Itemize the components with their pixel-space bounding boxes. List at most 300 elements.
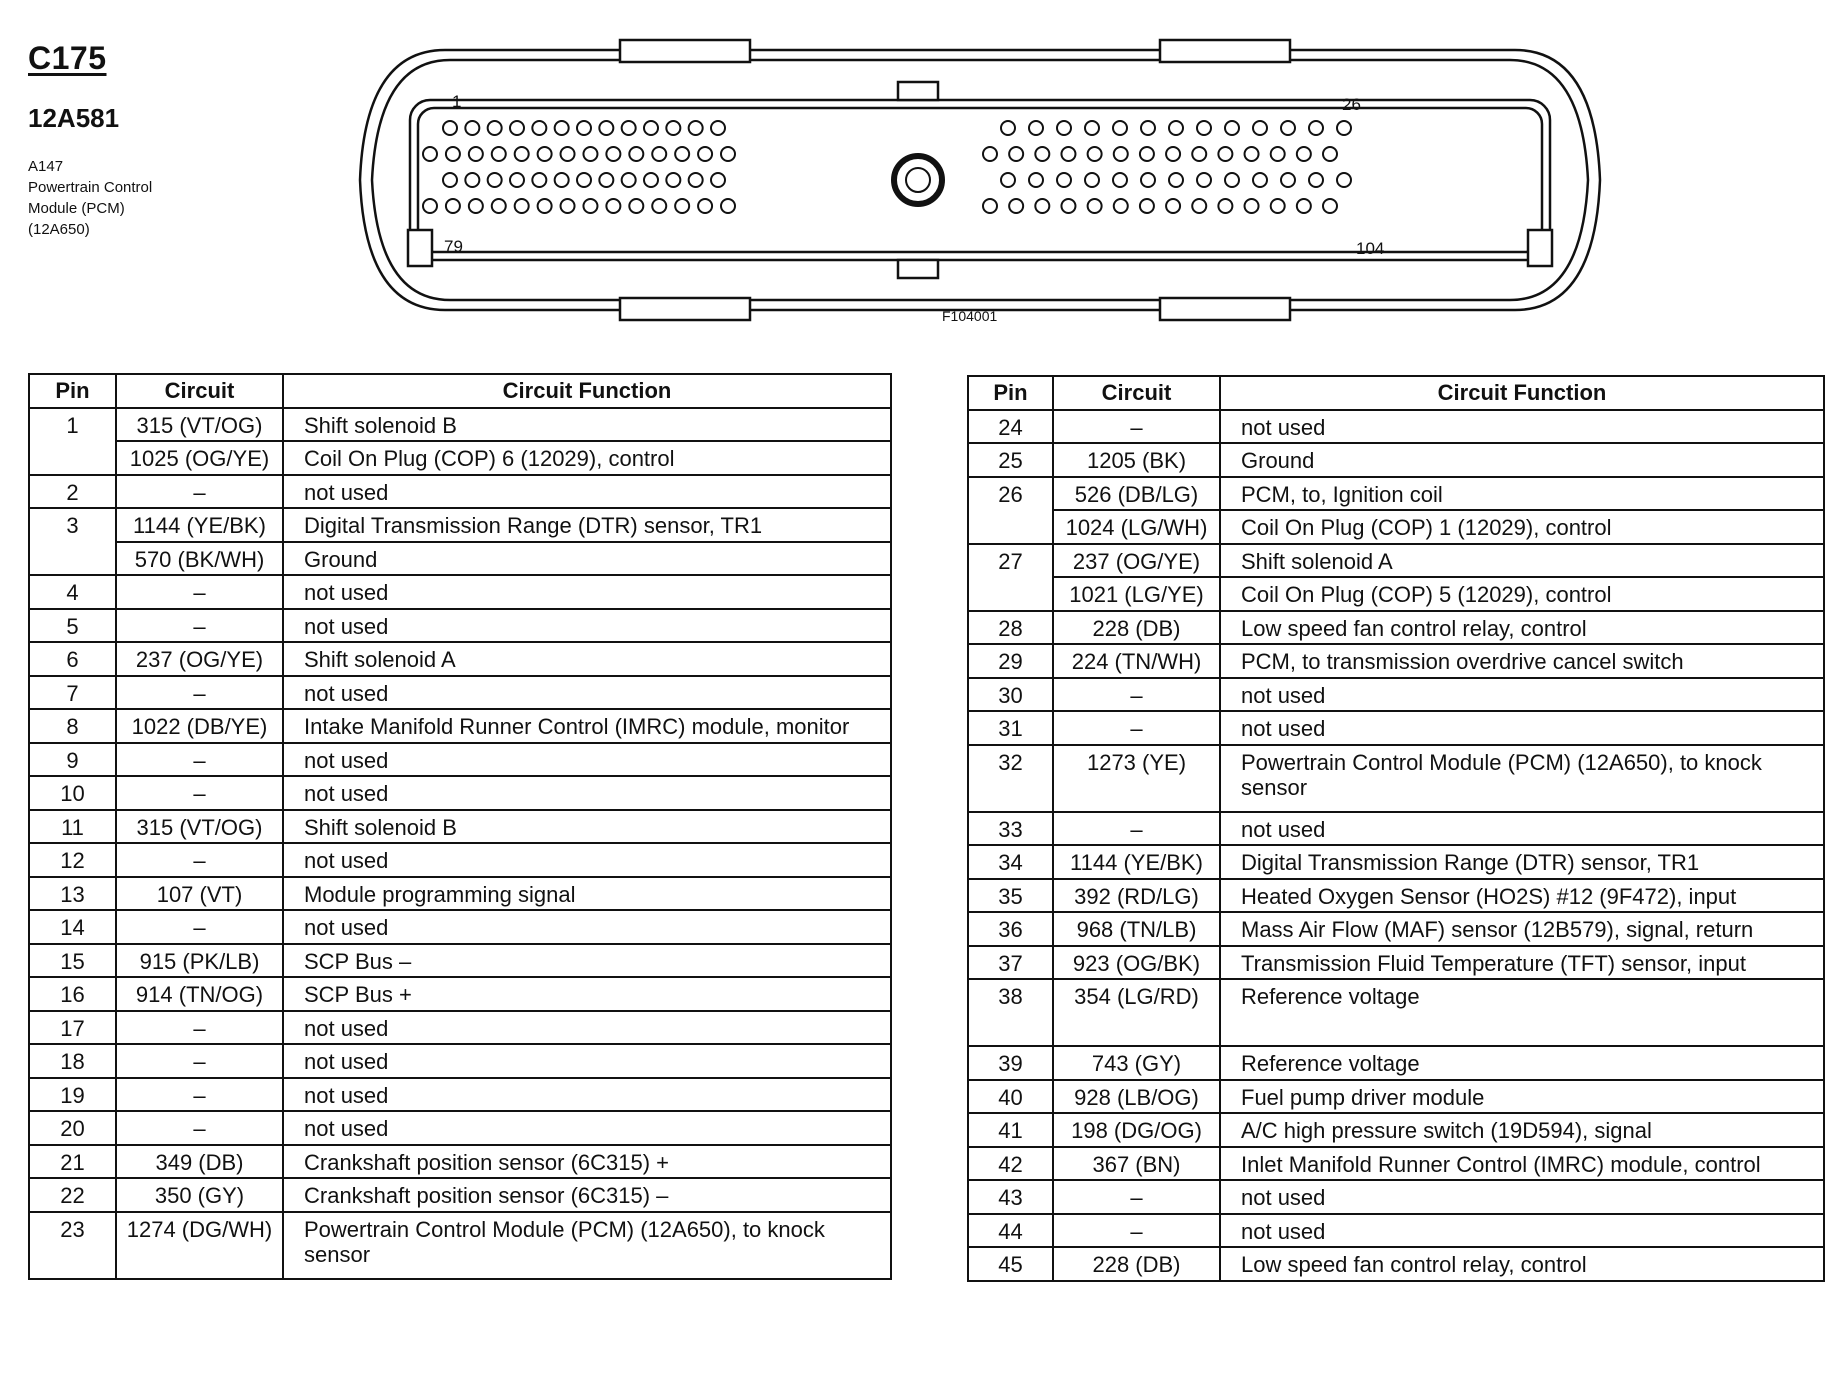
- table-row: [29, 810, 891, 844]
- pin-hole: [515, 147, 529, 161]
- pin-hole: [515, 199, 529, 213]
- table-row: [29, 1078, 891, 1112]
- circuit-cell: 1021 (LG/YE): [1053, 577, 1220, 611]
- component-line: Powertrain Control: [28, 179, 153, 196]
- function-cell: not used: [283, 1011, 891, 1045]
- function-cell: Fuel pump driver module: [1220, 1080, 1824, 1114]
- function-cell: not used: [283, 743, 891, 777]
- pin-hole: [555, 121, 569, 135]
- pin-hole: [652, 147, 666, 161]
- pin-hole: [443, 121, 457, 135]
- function-cell: Powertrain Control Module (PCM) (12A650), to knock sensor: [283, 1212, 891, 1279]
- pin-hole: [1271, 199, 1285, 213]
- pin-hole: [1225, 173, 1239, 187]
- pin-hole: [1088, 147, 1102, 161]
- table-row: [968, 443, 1824, 477]
- pin-cell: 42: [968, 1147, 1053, 1181]
- function-cell: Module programming signal: [283, 877, 891, 911]
- function-cell: not used: [283, 609, 891, 643]
- circuit-cell: –: [116, 475, 283, 509]
- pin-hole: [1009, 199, 1023, 213]
- table-row: [29, 676, 891, 710]
- pin-hole: [1035, 199, 1049, 213]
- table-row: [29, 1111, 891, 1145]
- function-cell: Coil On Plug (COP) 5 (12029), control: [1220, 577, 1824, 611]
- circuit-cell: –: [1053, 812, 1220, 846]
- function-cell: not used: [283, 575, 891, 609]
- circuit-cell: 224 (TN/WH): [1053, 644, 1220, 678]
- pin-hole: [1140, 199, 1154, 213]
- pin-hole: [465, 173, 479, 187]
- function-cell: Ground: [283, 542, 891, 576]
- pin-hole: [1001, 173, 1015, 187]
- function-cell: not used: [1220, 812, 1824, 846]
- table-row: [29, 542, 891, 576]
- pin-hole: [1141, 121, 1155, 135]
- circuit-cell: 350 (GY): [116, 1178, 283, 1212]
- table-row: [29, 1145, 891, 1179]
- circuit-cell: –: [1053, 1214, 1220, 1248]
- table-row: [29, 910, 891, 944]
- component-line: Module (PCM): [28, 200, 125, 217]
- connector-id: C175: [28, 40, 107, 76]
- pin-cell: 17: [29, 1011, 116, 1045]
- function-cell: not used: [283, 843, 891, 877]
- pin-hole: [599, 173, 613, 187]
- table-row: [968, 845, 1824, 879]
- circuit-cell: –: [116, 1111, 283, 1145]
- function-cell: not used: [1220, 1214, 1824, 1248]
- pin-hole: [1337, 121, 1351, 135]
- pin-hole: [1192, 147, 1206, 161]
- function-cell: Inlet Manifold Runner Control (IMRC) module, control: [1220, 1147, 1824, 1181]
- pin-hole: [1253, 121, 1267, 135]
- pin-hole: [652, 199, 666, 213]
- pin-hole: [561, 199, 575, 213]
- center-boss: [894, 156, 942, 204]
- pin-hole: [983, 199, 997, 213]
- pin-hole: [629, 147, 643, 161]
- function-cell: Shift solenoid A: [283, 642, 891, 676]
- circuit-cell: 1024 (LG/WH): [1053, 510, 1220, 544]
- pin-hole: [1113, 121, 1127, 135]
- circuit-cell: –: [116, 776, 283, 810]
- function-cell: not used: [1220, 410, 1824, 444]
- circuit-cell: 349 (DB): [116, 1145, 283, 1179]
- circuit-cell: 198 (DG/OG): [1053, 1113, 1220, 1147]
- pin-hole: [1113, 173, 1127, 187]
- table-row: [29, 642, 891, 676]
- table-row: [968, 879, 1824, 913]
- table-row: [29, 944, 891, 978]
- pin-hole: [538, 147, 552, 161]
- pin-hole: [1192, 199, 1206, 213]
- pin-label-bottom-left: 79: [444, 237, 463, 256]
- circuit-cell: –: [1053, 1180, 1220, 1214]
- circuit-cell: –: [116, 743, 283, 777]
- pin-hole: [555, 173, 569, 187]
- table-row: [29, 441, 891, 475]
- pin-hole: [1271, 147, 1285, 161]
- pin-hole: [1061, 147, 1075, 161]
- pin-cell: 2: [29, 475, 116, 509]
- pin-hole: [644, 173, 658, 187]
- pin-hole: [1281, 121, 1295, 135]
- pin-cell: 43: [968, 1180, 1053, 1214]
- circuit-cell: 968 (TN/LB): [1053, 912, 1220, 946]
- pin-cell: 6: [29, 642, 116, 676]
- pin-hole: [469, 199, 483, 213]
- function-cell: Crankshaft position sensor (6C315) +: [283, 1145, 891, 1179]
- pin-hole: [532, 121, 546, 135]
- pin-column-header: Pin: [29, 374, 116, 408]
- pin-cell: 39: [968, 1046, 1053, 1080]
- component-line: A147: [28, 158, 64, 175]
- circuit-cell: –: [116, 843, 283, 877]
- table-row: [968, 1113, 1824, 1147]
- pin-hole: [1197, 173, 1211, 187]
- pin-hole: [1309, 121, 1323, 135]
- circuit-cell: 315 (VT/OG): [116, 810, 283, 844]
- pin-hole: [689, 121, 703, 135]
- pin-table-left: [28, 373, 892, 1280]
- pin-cell: 20: [29, 1111, 116, 1145]
- function-cell: not used: [283, 676, 891, 710]
- pin-hole: [443, 173, 457, 187]
- pin-hole: [1281, 173, 1295, 187]
- table-row: [968, 1247, 1824, 1281]
- table-row: [29, 609, 891, 643]
- pin-cell: 12: [29, 843, 116, 877]
- pin-cell: 37: [968, 946, 1053, 980]
- pin-cell: 10: [29, 776, 116, 810]
- pin-hole: [1225, 121, 1239, 135]
- pin-hole: [1035, 147, 1049, 161]
- table-row: [968, 577, 1824, 611]
- pin-cell: 7: [29, 676, 116, 710]
- pin-hole: [1253, 173, 1267, 187]
- function-cell: not used: [283, 1078, 891, 1112]
- pin-label-bottom-right: 104: [1356, 239, 1385, 258]
- pin-hole: [675, 199, 689, 213]
- pin-hole: [1309, 173, 1323, 187]
- table-row: [968, 410, 1824, 444]
- table-row: [29, 1011, 891, 1045]
- pin-cell: 32: [968, 745, 1053, 812]
- circuit-cell: –: [116, 609, 283, 643]
- pin-hole: [644, 121, 658, 135]
- circuit-cell: 1144 (YE/BK): [1053, 845, 1220, 879]
- pin-hole: [1169, 173, 1183, 187]
- pin-hole: [622, 121, 636, 135]
- pin-hole: [446, 199, 460, 213]
- table-row: [968, 745, 1824, 812]
- function-cell: PCM, to, Ignition coil: [1220, 477, 1824, 511]
- function-cell: Ground: [1220, 443, 1824, 477]
- pin-cell: 5: [29, 609, 116, 643]
- function-cell: Transmission Fluid Temperature (TFT) sensor, input: [1220, 946, 1824, 980]
- table-row: [968, 1080, 1824, 1114]
- pin-hole: [1114, 199, 1128, 213]
- table-row: [968, 979, 1824, 1046]
- pin-hole: [583, 199, 597, 213]
- function-cell: Powertrain Control Module (PCM) (12A650), to knock sensor: [1220, 745, 1824, 812]
- pin-column-header: Pin: [968, 376, 1053, 410]
- pin-hole: [510, 173, 524, 187]
- circuit-cell: 367 (BN): [1053, 1147, 1220, 1181]
- pin-hole: [1009, 147, 1023, 161]
- pin-hole: [1029, 173, 1043, 187]
- table-row: [968, 1147, 1824, 1181]
- circuit-cell: –: [1053, 410, 1220, 444]
- function-cell: Shift solenoid B: [283, 810, 891, 844]
- circuit-cell: –: [116, 575, 283, 609]
- table-row: [29, 877, 891, 911]
- table-row: [29, 508, 891, 542]
- pin-hole: [1245, 147, 1259, 161]
- pin-hole: [532, 173, 546, 187]
- table-row: [968, 711, 1824, 745]
- pin-hole: [1141, 173, 1155, 187]
- function-cell: Intake Manifold Runner Control (IMRC) module, monitor: [283, 709, 891, 743]
- pin-cell: 33: [968, 812, 1053, 846]
- pin-cell: 1: [29, 408, 116, 475]
- pin-hole: [599, 121, 613, 135]
- pin-hole: [1323, 147, 1337, 161]
- table-row: [29, 408, 891, 442]
- pin-cell: 23: [29, 1212, 116, 1279]
- table-row: [29, 776, 891, 810]
- table-row: [968, 812, 1824, 846]
- pin-hole: [510, 121, 524, 135]
- circuit-cell: –: [1053, 678, 1220, 712]
- pin-hole: [1166, 199, 1180, 213]
- pin-hole: [492, 199, 506, 213]
- pin-hole: [1218, 199, 1232, 213]
- table-row: [29, 475, 891, 509]
- pin-cell: 13: [29, 877, 116, 911]
- function-cell: not used: [283, 910, 891, 944]
- function-cell: Coil On Plug (COP) 1 (12029), control: [1220, 510, 1824, 544]
- table-row: [968, 946, 1824, 980]
- table-row: [968, 678, 1824, 712]
- function-cell: PCM, to transmission overdrive cancel switch: [1220, 644, 1824, 678]
- table-row: [968, 1214, 1824, 1248]
- pin-hole: [1085, 173, 1099, 187]
- table-header-row: [29, 374, 891, 408]
- function-cell: not used: [283, 776, 891, 810]
- pin-hole: [1061, 199, 1075, 213]
- pin-cell: 28: [968, 611, 1053, 645]
- pin-hole: [629, 199, 643, 213]
- circuit-cell: 1273 (YE): [1053, 745, 1220, 812]
- pin-hole: [1114, 147, 1128, 161]
- function-cell: Shift solenoid A: [1220, 544, 1824, 578]
- pin-hole: [1297, 147, 1311, 161]
- pin-hole: [561, 147, 575, 161]
- pin-cell: 40: [968, 1080, 1053, 1114]
- circuit-cell: 1022 (DB/YE): [116, 709, 283, 743]
- pin-cell: 8: [29, 709, 116, 743]
- pin-cell: 9: [29, 743, 116, 777]
- pin-cell: 25: [968, 443, 1053, 477]
- pin-cell: 24: [968, 410, 1053, 444]
- table-row: [968, 544, 1824, 578]
- pin-cell: 4: [29, 575, 116, 609]
- pin-hole: [711, 121, 725, 135]
- circuit-column-header: Circuit: [116, 374, 283, 408]
- pin-hole: [606, 147, 620, 161]
- pin-hole: [492, 147, 506, 161]
- pin-hole: [666, 121, 680, 135]
- pin-hole: [1245, 199, 1259, 213]
- circuit-cell: –: [116, 910, 283, 944]
- pin-hole: [1057, 173, 1071, 187]
- table-row: [29, 575, 891, 609]
- circuit-cell: 354 (LG/RD): [1053, 979, 1220, 1046]
- circuit-cell: 923 (OG/BK): [1053, 946, 1220, 980]
- function-column-header: Circuit Function: [283, 374, 891, 408]
- function-cell: not used: [1220, 711, 1824, 745]
- pin-cell: 38: [968, 979, 1053, 1046]
- pin-holes: [423, 121, 1351, 213]
- figure-id: F104001: [942, 308, 998, 324]
- table-row: [968, 644, 1824, 678]
- circuit-cell: –: [116, 1011, 283, 1045]
- pin-hole: [1029, 121, 1043, 135]
- pin-hole: [1088, 199, 1102, 213]
- table-row: [29, 1044, 891, 1078]
- function-cell: SCP Bus –: [283, 944, 891, 978]
- table-row: [29, 1212, 891, 1279]
- function-cell: Crankshaft position sensor (6C315) –: [283, 1178, 891, 1212]
- circuit-cell: 107 (VT): [116, 877, 283, 911]
- pin-cell: 26: [968, 477, 1053, 544]
- circuit-cell: –: [116, 1044, 283, 1078]
- pin-cell: 44: [968, 1214, 1053, 1248]
- pin-hole: [1169, 121, 1183, 135]
- pin-hole: [1057, 121, 1071, 135]
- pin-hole: [606, 199, 620, 213]
- pin-hole: [465, 121, 479, 135]
- function-cell: not used: [283, 475, 891, 509]
- function-cell: not used: [283, 1044, 891, 1078]
- pin-table-right: [967, 375, 1825, 1282]
- circuit-cell: –: [116, 1078, 283, 1112]
- pin-cell: 31: [968, 711, 1053, 745]
- pin-hole: [446, 147, 460, 161]
- circuit-cell: 315 (VT/OG): [116, 408, 283, 442]
- function-cell: Coil On Plug (COP) 6 (12029), control: [283, 441, 891, 475]
- function-cell: Digital Transmission Range (DTR) sensor, TR1: [283, 508, 891, 542]
- pin-hole: [577, 121, 591, 135]
- pin-cell: 22: [29, 1178, 116, 1212]
- pin-hole: [721, 199, 735, 213]
- pin-hole: [1297, 199, 1311, 213]
- table-row: [968, 1180, 1824, 1214]
- pin-hole: [983, 147, 997, 161]
- pin-hole: [1001, 121, 1015, 135]
- pin-hole: [538, 199, 552, 213]
- function-cell: not used: [283, 1111, 891, 1145]
- function-cell: A/C high pressure switch (19D594), signal: [1220, 1113, 1824, 1147]
- pin-hole: [1166, 147, 1180, 161]
- table-row: [29, 709, 891, 743]
- pin-cell: 29: [968, 644, 1053, 678]
- pin-hole: [488, 121, 502, 135]
- pin-hole: [711, 173, 725, 187]
- connector-header: [28, 40, 288, 240]
- connector-latches: [408, 40, 1552, 320]
- pin-cell: 3: [29, 508, 116, 575]
- table-row: [29, 1178, 891, 1212]
- circuit-cell: –: [116, 676, 283, 710]
- connector-diagram: [330, 30, 1620, 330]
- pin-hole: [488, 173, 502, 187]
- pin-cell: 27: [968, 544, 1053, 611]
- pin-hole: [689, 173, 703, 187]
- circuit-cell: 237 (OG/YE): [1053, 544, 1220, 578]
- pin-hole: [1085, 121, 1099, 135]
- component-description: [28, 156, 288, 240]
- function-column-header: Circuit Function: [1220, 376, 1824, 410]
- function-cell: Low speed fan control relay, control: [1220, 611, 1824, 645]
- pin-hole: [1323, 199, 1337, 213]
- pin-hole: [1140, 147, 1154, 161]
- function-cell: Mass Air Flow (MAF) sensor (12B579), signal, return: [1220, 912, 1824, 946]
- pin-hole: [666, 173, 680, 187]
- pin-cell: 14: [29, 910, 116, 944]
- pin-hole: [423, 199, 437, 213]
- pin-hole: [721, 147, 735, 161]
- pin-cell: 15: [29, 944, 116, 978]
- pin-hole: [698, 199, 712, 213]
- table-row: [968, 611, 1824, 645]
- table-row: [968, 510, 1824, 544]
- pin-hole: [583, 147, 597, 161]
- circuit-cell: 228 (DB): [1053, 1247, 1220, 1281]
- table-row: [29, 843, 891, 877]
- pin-cell: 45: [968, 1247, 1053, 1281]
- pin-label-top-right: 26: [1342, 95, 1361, 114]
- circuit-cell: 928 (LB/OG): [1053, 1080, 1220, 1114]
- pin-cell: 36: [968, 912, 1053, 946]
- circuit-cell: 392 (RD/LG): [1053, 879, 1220, 913]
- pin-cell: 21: [29, 1145, 116, 1179]
- pin-hole: [622, 173, 636, 187]
- table-row: [968, 912, 1824, 946]
- function-cell: SCP Bus +: [283, 977, 891, 1011]
- circuit-cell: 1025 (OG/YE): [116, 441, 283, 475]
- circuit-cell: 526 (DB/LG): [1053, 477, 1220, 511]
- table-row: [968, 477, 1824, 511]
- pin-hole: [1197, 121, 1211, 135]
- function-cell: Low speed fan control relay, control: [1220, 1247, 1824, 1281]
- table-row: [968, 1046, 1824, 1080]
- circuit-cell: 1144 (YE/BK): [116, 508, 283, 542]
- pin-cell: 18: [29, 1044, 116, 1078]
- circuit-cell: 1205 (BK): [1053, 443, 1220, 477]
- function-cell: Digital Transmission Range (DTR) sensor, TR1: [1220, 845, 1824, 879]
- pin-hole: [675, 147, 689, 161]
- circuit-cell: –: [1053, 711, 1220, 745]
- function-cell: Reference voltage: [1220, 1046, 1824, 1080]
- pin-hole: [698, 147, 712, 161]
- circuit-cell: 1274 (DG/WH): [116, 1212, 283, 1279]
- table-row: [29, 977, 891, 1011]
- pin-hole: [1218, 147, 1232, 161]
- pin-hole: [469, 147, 483, 161]
